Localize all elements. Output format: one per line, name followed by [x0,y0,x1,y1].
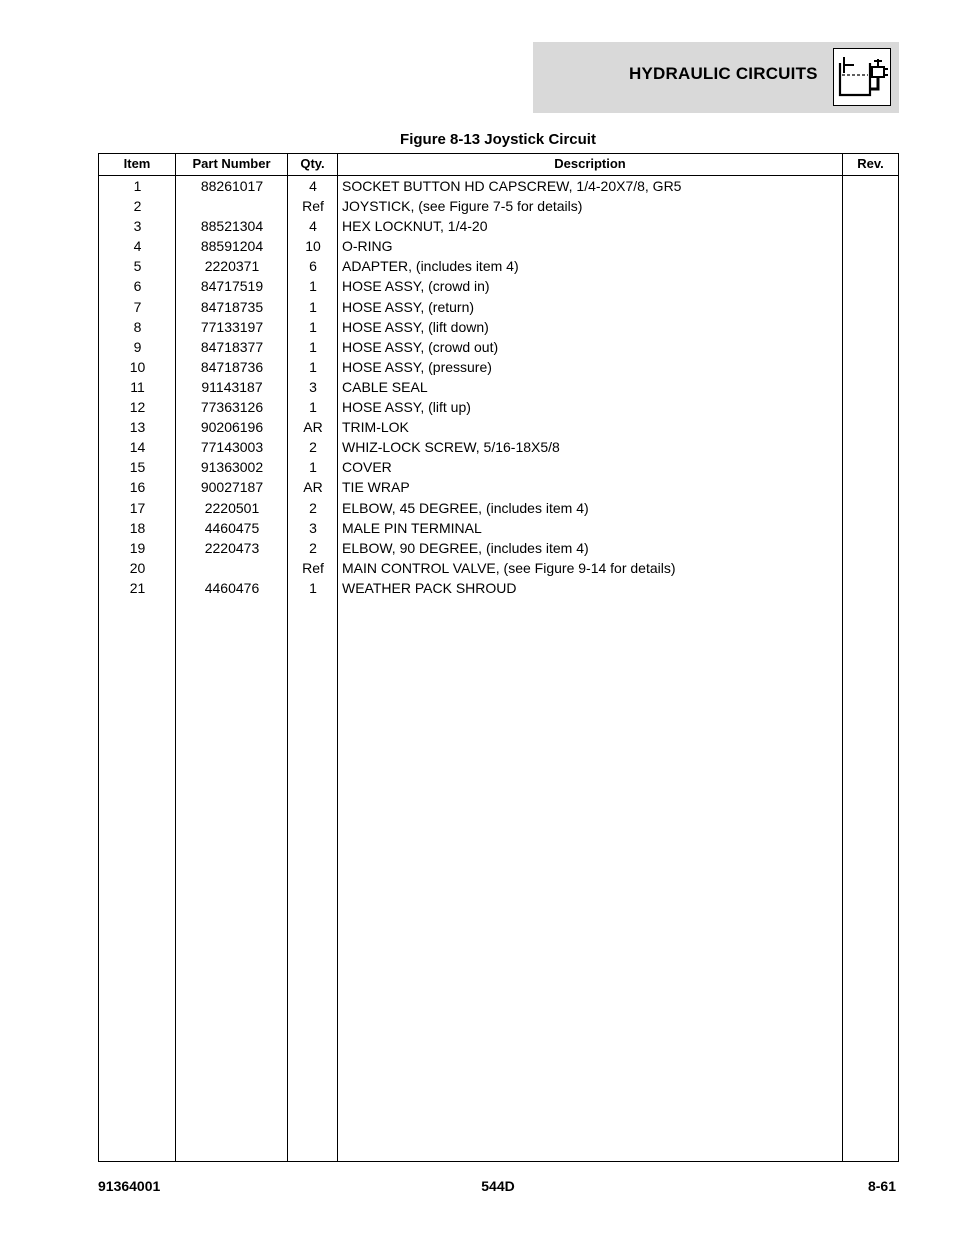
section-title: HYDRAULIC CIRCUITS [629,64,818,83]
part-number-cell: 84718736 [200,358,264,375]
item-cell: 13 [129,419,146,436]
qty-cell: 1 [309,278,317,295]
description-cell: TRIM-LOK [342,419,409,436]
table-body [99,176,898,598]
section-header [533,42,899,113]
figure-title: Figure 8-13 Joystick Circuit [400,131,596,148]
table-row [99,518,898,538]
table-row [99,538,898,558]
parts-table [98,153,899,1162]
description-cell: WEATHER PACK SHROUD [342,579,517,596]
table-row [99,196,898,216]
part-number-cell: 90027187 [200,479,264,496]
qty-cell: 4 [309,178,317,194]
item-cell: 20 [129,559,146,576]
description-cell: JOYSTICK, (see Figure 7-5 for details) [342,198,583,215]
qty-cell: 2 [309,439,317,456]
item-cell: 14 [129,439,146,456]
item-cell: 11 [130,378,145,395]
table-row [99,558,898,578]
description-cell: HOSE ASSY, (pressure) [342,358,492,375]
table-row [99,498,898,518]
part-number-cell: 84717519 [200,278,264,295]
item-cell: 2 [133,198,142,215]
item-cell: 16 [129,479,146,496]
table-row [99,256,898,276]
item-cell: 4 [133,238,142,255]
description-cell: ELBOW, 90 DEGREE, (includes item 4) [342,539,589,556]
qty-cell: Ref [302,559,324,576]
item-cell: 21 [129,579,146,596]
part-number-cell: 90206196 [200,419,264,436]
description-cell: HOSE ASSY, (return) [342,298,475,315]
qty-cell: 2 [309,499,317,516]
part-number-cell: 4460476 [204,579,260,596]
item-cell: 10 [129,358,146,375]
page-number: 8-61 [867,1178,896,1194]
part-number-cell: 84718377 [200,338,264,355]
description-cell: SOCKET BUTTON HD CAPSCREW, 1/4-20X7/8, GR5 [342,178,682,194]
column-header-part-number: Part Number [192,156,271,171]
table-row [99,337,898,357]
table-row [99,176,898,196]
item-cell: 6 [133,278,142,295]
column-header-description: Description [554,156,626,171]
model-number: 544D [481,1178,515,1194]
part-number-cell: 91143187 [201,378,263,395]
table-row [99,236,898,256]
column-header-rev: Rev. [857,156,884,171]
item-cell: 5 [133,258,142,275]
item-cell: 18 [129,519,146,536]
part-number-cell: 4460475 [204,519,260,536]
qty-cell: 3 [309,378,317,395]
part-number-cell: 77143003 [200,439,264,456]
item-cell: 9 [133,338,142,355]
table-row [99,477,898,497]
qty-cell: 1 [309,399,317,416]
table-row [99,377,898,397]
qty-cell: 1 [309,459,317,476]
qty-cell: 2 [309,539,317,556]
qty-cell: 4 [309,218,317,235]
qty-cell: 6 [309,258,317,275]
item-cell: 17 [129,499,146,516]
item-cell: 1 [133,178,142,194]
part-number-cell: 2220473 [204,539,260,556]
table-row [99,276,898,296]
description-cell: ELBOW, 45 DEGREE, (includes item 4) [342,499,589,516]
table-row [99,317,898,337]
part-number-cell: 2220501 [204,499,260,516]
table-row [99,216,898,236]
description-cell: ADAPTER, (includes item 4) [342,258,519,275]
table-row [99,397,898,417]
qty-cell: Ref [302,198,324,215]
qty-cell: 3 [309,519,317,536]
hydraulic-tank-icon [833,48,891,106]
part-number-cell: 77363126 [200,399,264,416]
part-number-cell: 84718735 [200,298,264,315]
part-number-cell: 77133197 [200,318,264,335]
item-cell: 15 [129,459,146,476]
table-row [99,578,898,598]
description-cell: TIE WRAP [342,479,410,496]
description-cell: CABLE SEAL [342,378,428,395]
description-cell: HOSE ASSY, (lift down) [342,318,489,335]
qty-cell: 1 [309,338,317,355]
qty-cell: 1 [309,318,317,335]
column-header-qty: Qty. [300,156,325,171]
qty-cell: 1 [309,298,317,315]
description-cell: HOSE ASSY, (crowd in) [342,278,490,295]
table-row [99,437,898,457]
table-row [99,297,898,317]
part-number-cell: 2220371 [204,258,260,275]
part-number-cell: 88521304 [200,218,264,235]
column-header-item: Item [123,156,151,171]
table-row [99,417,898,437]
document-number: 91364001 [98,1178,161,1194]
qty-cell: 1 [309,579,317,596]
item-cell: 3 [133,218,142,235]
qty-cell: AR [303,479,323,496]
table-row [99,357,898,377]
description-cell: COVER [342,459,392,476]
description-cell: HEX LOCKNUT, 1/4-20 [342,218,488,235]
qty-cell: 10 [305,238,321,255]
qty-cell: 1 [309,358,317,375]
part-number-cell: 88261017 [200,178,264,194]
description-cell: HOSE ASSY, (lift up) [342,399,471,416]
description-cell: WHIZ-LOCK SCREW, 5/16-18X5/8 [342,439,560,456]
description-cell: O-RING [342,238,393,255]
part-number-cell: 91363002 [200,459,264,476]
item-cell: 12 [129,399,146,416]
description-cell: MALE PIN TERMINAL [342,519,482,536]
part-number-cell: 88591204 [200,238,264,255]
description-cell: MAIN CONTROL VALVE, (see Figure 9-14 for details) [342,559,676,576]
item-cell: 8 [133,318,142,335]
item-cell: 19 [129,539,146,556]
table-row [99,457,898,477]
item-cell: 7 [133,298,142,315]
description-cell: HOSE ASSY, (crowd out) [342,338,499,355]
qty-cell: AR [303,419,323,436]
